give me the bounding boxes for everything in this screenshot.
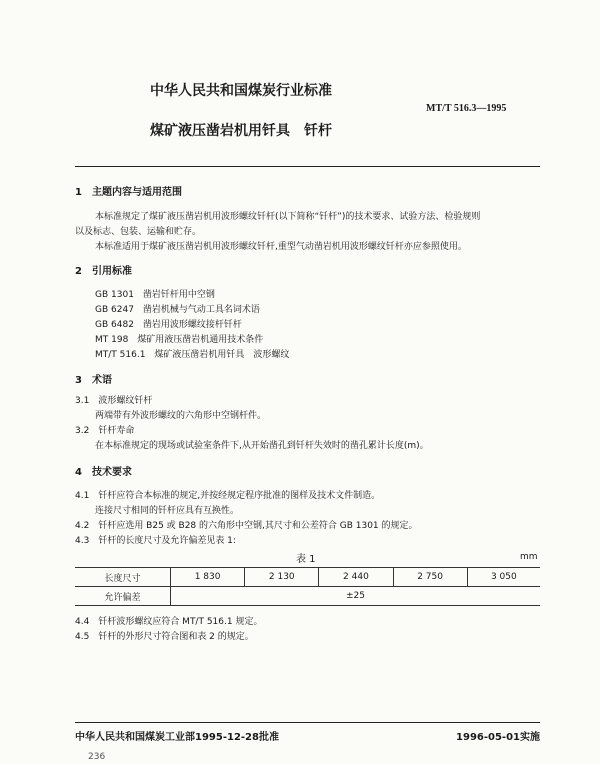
page-number: 236 (88, 752, 106, 762)
row-label: 长度尺寸 (75, 568, 171, 587)
table-cell: 2 440 (319, 568, 393, 587)
table-unit: mm (520, 552, 538, 562)
paragraph: 本标准规定了煤矿液压凿岩机用波形螺纹钎杆(以下简称“钎杆”)的技术要求、试验方法、检验规则 (95, 212, 481, 222)
section-1-heading: 1 主题内容与适用范围 (75, 187, 182, 198)
clause: 连接尺寸相同的钎杆应具有互换性。 (95, 506, 240, 516)
reference-item: MT 198 煤矿用液压凿岩机通用技术条件 (95, 335, 264, 345)
reference-item: GB 1301 凿岩钎杆用中空钢 (95, 290, 215, 300)
clause: 4.4 钎杆波形螺纹应符合 MT/T 516.1 规定。 (75, 617, 263, 627)
term-title: 3.1 波形螺纹钎杆 (75, 396, 153, 406)
table-cell: 1 830 (171, 568, 245, 587)
term-definition: 两端带有外波形螺纹的六角形中空钢杆件。 (95, 411, 267, 421)
table-row (75, 587, 540, 606)
clause: 4.1 钎杆应符合本标准的规定,并按经规定程序批准的图样及技术文件制造。 (75, 491, 381, 501)
issuing-org: 中华人民共和国煤炭行业标准 (150, 83, 332, 99)
section-3-heading: 3 术语 (75, 375, 112, 386)
table-1 (75, 567, 540, 606)
clause: 4.5 钎杆的外形尺寸符合图和表 2 的规定。 (75, 632, 254, 642)
table-cell: ±25 (171, 587, 541, 606)
paragraph: 以及标志、包装、运输和贮存。 (75, 227, 202, 237)
header-rule (75, 166, 540, 167)
reference-item: GB 6482 凿岩用波形螺纹接杆钎杆 (95, 320, 242, 330)
term-definition: 在本标准规定的现场或试验室条件下,从开始凿孔到钎杆失效时的凿孔累计长度(m)。 (95, 441, 429, 451)
row-label: 允许偏差 (75, 587, 171, 606)
paragraph: 本标准适用于煤矿液压凿岩机用波形螺纹钎杆,重型气动凿岩机用波形螺纹钎杆亦应参照使用。 (95, 242, 467, 252)
table-cell: 3 050 (467, 568, 540, 587)
table-row (75, 568, 540, 587)
table-cell: 2 130 (245, 568, 319, 587)
footer-rule (75, 722, 540, 723)
effective-date: 1996-05-01实施 (456, 732, 540, 743)
table-title: 表 1 (296, 554, 316, 565)
standard-code: MT/T 516.3—1995 (426, 103, 507, 114)
table-cell: 2 750 (393, 568, 467, 587)
approval-info: 中华人民共和国煤炭工业部1995-12-28批准 (75, 732, 279, 743)
reference-item: GB 6247 凿岩机械与气动工具名词术语 (95, 305, 260, 315)
term-title: 3.2 钎杆寿命 (75, 426, 135, 436)
doc-title: 煤矿液压凿岩机用钎具 钎杆 (150, 123, 332, 139)
section-4-heading: 4 技术要求 (75, 467, 132, 478)
reference-item: MT/T 516.1 煤矿液压凿岩机用钎具 波形螺纹 (95, 350, 290, 360)
clause: 4.2 钎杆应选用 B25 或 B28 的六角形中空钢,其尺寸和公差符合 GB 1301 的规定。 (75, 521, 418, 531)
section-2-heading: 2 引用标准 (75, 266, 132, 277)
clause: 4.3 钎杆的长度尺寸及允许偏差见表 1: (75, 536, 236, 546)
